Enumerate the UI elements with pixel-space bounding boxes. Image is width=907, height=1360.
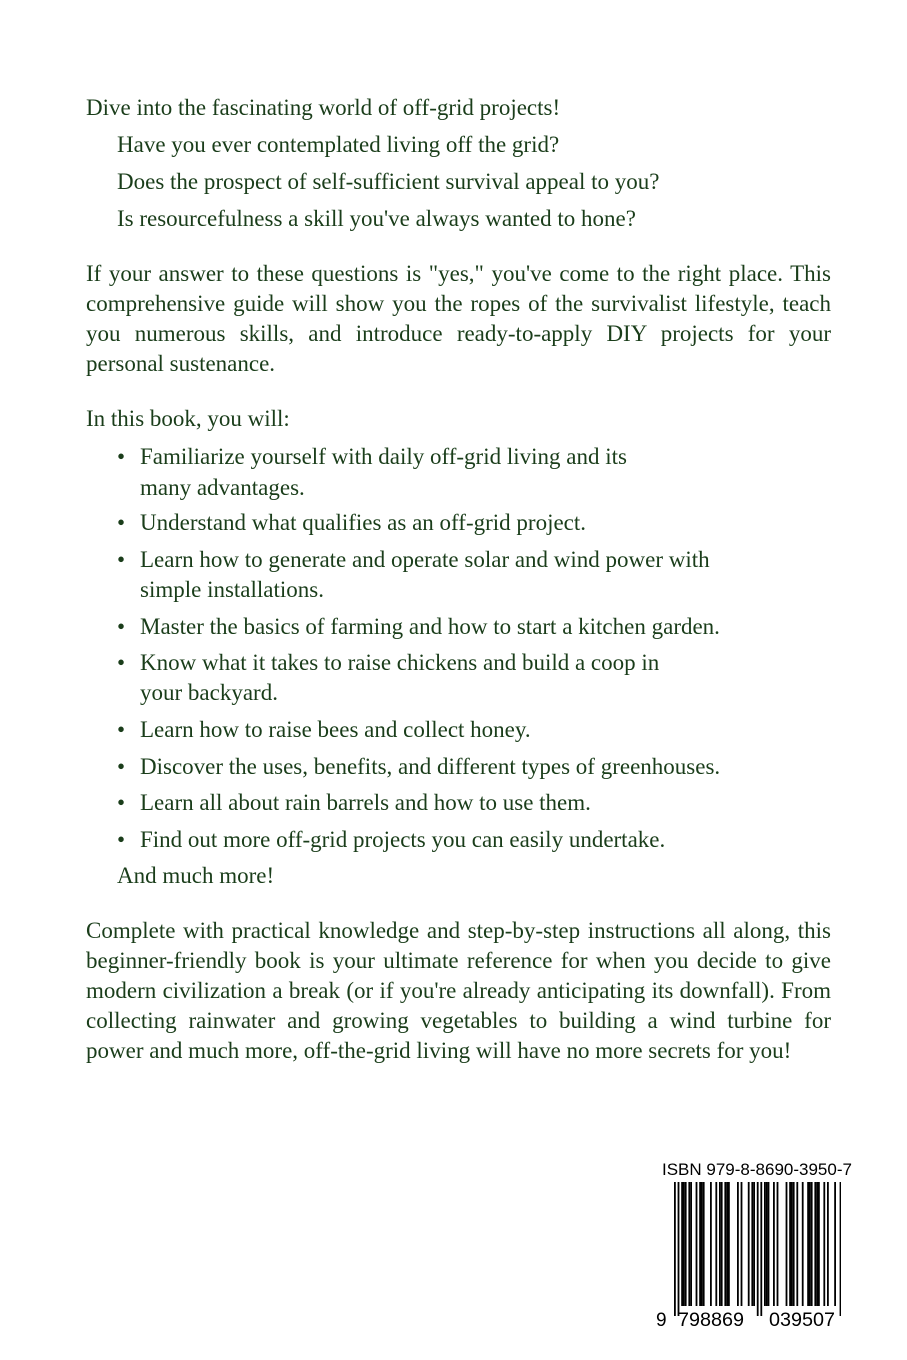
list-item: Learn how to generate and operate solar and wind power with — [140, 547, 710, 572]
barcode-bar — [764, 1182, 766, 1306]
barcode-bar — [699, 1182, 701, 1306]
barcode-bar — [741, 1182, 743, 1306]
barcode-bar — [690, 1182, 692, 1306]
barcode-bar — [701, 1182, 703, 1306]
barcode-bars — [674, 1182, 841, 1316]
barcode-bar — [710, 1182, 712, 1306]
barcode-bar — [696, 1182, 698, 1306]
barcode-bar — [777, 1182, 779, 1306]
list-item: Learn how to raise bees and collect honey. — [140, 717, 531, 742]
barcode-bar — [796, 1182, 798, 1306]
barcode-bar — [728, 1182, 730, 1306]
paragraph-summary: Complete with practical knowledge and step-by-step instructions all along, this beginner-friendly book is your ultimate reference for when you decide to give modern civilization a break (or if you're already anticipating its downfall). From collecting rainwater and growing vegetables to building a wind turbine for power and much more, off-the-grid living will have no more secrets for you! — [86, 918, 831, 1063]
barcode-bar — [757, 1182, 759, 1316]
list-item-continued: many advantages. — [140, 475, 305, 500]
barcode-bar — [688, 1182, 690, 1306]
barcode-bar — [703, 1182, 705, 1306]
barcode-bar — [760, 1182, 762, 1316]
barcode-bar — [811, 1182, 813, 1306]
barcode-bar — [786, 1182, 788, 1306]
list-item-continued: your backyard. — [140, 680, 278, 705]
barcode-bar — [685, 1182, 687, 1306]
barcode-bar — [773, 1182, 775, 1306]
barcode-bar — [768, 1182, 770, 1306]
question-2: Does the prospect of self-sufficient survival appeal to you? — [117, 169, 660, 194]
question-3: Is resourcefulness a skill you've always wanted to hone? — [117, 206, 636, 231]
barcode-bar — [719, 1182, 721, 1306]
barcode-icon — [656, 1182, 841, 1328]
bullet-dot: • — [117, 510, 126, 535]
closing-line: And much more! — [117, 863, 275, 888]
bullet-dot: • — [117, 650, 126, 675]
barcode-bar — [827, 1182, 829, 1306]
barcode-bar — [737, 1182, 739, 1306]
barcode-bar — [793, 1182, 795, 1306]
bullet-dot: • — [117, 614, 126, 639]
list-item-continued: simple installations. — [140, 577, 324, 602]
barcode-bar — [823, 1182, 825, 1306]
barcode-bar — [715, 1182, 717, 1306]
barcode-bar — [726, 1182, 728, 1306]
bullet-dot: • — [117, 827, 126, 852]
barcode-bar — [789, 1182, 791, 1306]
barcode-digit-group-right: 039507 — [769, 1310, 835, 1328]
barcode-bar — [834, 1182, 836, 1306]
isbn-label: ISBN 979-8-8690-3950-7 — [662, 1160, 852, 1179]
list-item: Learn all about rain barrels and how to use them. — [140, 790, 591, 815]
list-item: Discover the uses, benefits, and different types of greenhouses. — [140, 754, 721, 779]
barcode-bar — [724, 1182, 726, 1306]
barcode-bar — [683, 1182, 685, 1306]
bullet-dot: • — [117, 717, 126, 742]
barcode-bar — [807, 1182, 809, 1306]
paragraph-intro: If your answer to these questions is "yes," you've come to the right place. This comprehensive guide will show you the ropes of the survivalist lifestyle, teach you numerous skills, and introduce ready-to-apply DIY projects for your personal sustenance. — [86, 261, 831, 376]
barcode-bar — [751, 1182, 753, 1306]
bullet-dot: • — [117, 790, 126, 815]
barcode-bar — [753, 1182, 755, 1306]
list-item: Know what it takes to raise chickens and build a coop in — [140, 650, 660, 675]
intro-heading: Dive into the fascinating world of off-grid projects! — [86, 95, 561, 120]
list-item: Master the basics of farming and how to start a kitchen garden. — [140, 614, 720, 639]
list-item: Familiarize yourself with daily off-grid living and its — [140, 444, 627, 469]
barcode-digit-lead: 9 — [656, 1310, 667, 1328]
question-1: Have you ever contemplated living off the grid? — [117, 132, 560, 157]
barcode-bar — [748, 1182, 750, 1306]
list-intro: In this book, you will: — [86, 406, 290, 431]
list-item: Understand what qualifies as an off-grid project. — [140, 510, 587, 535]
barcode-bar — [802, 1182, 804, 1306]
barcode-bar — [681, 1182, 683, 1306]
barcode-bar — [791, 1182, 793, 1306]
barcode-bar — [678, 1182, 680, 1316]
barcode-bar — [840, 1182, 841, 1316]
barcode-bar — [674, 1182, 676, 1316]
barcode-bar — [814, 1182, 816, 1306]
barcode-bar — [721, 1182, 723, 1306]
barcode-bar — [766, 1182, 768, 1306]
list-item: Find out more off-grid projects you can easily undertake. — [140, 827, 666, 852]
bullet-dot: • — [117, 754, 126, 779]
barcode-bar — [818, 1182, 820, 1306]
bullet-dot: • — [117, 444, 126, 469]
barcode-bar — [809, 1182, 811, 1306]
barcode-digit-group-left: 798869 — [678, 1310, 744, 1328]
bullet-dot: • — [117, 547, 126, 572]
barcode-bar — [816, 1182, 818, 1306]
